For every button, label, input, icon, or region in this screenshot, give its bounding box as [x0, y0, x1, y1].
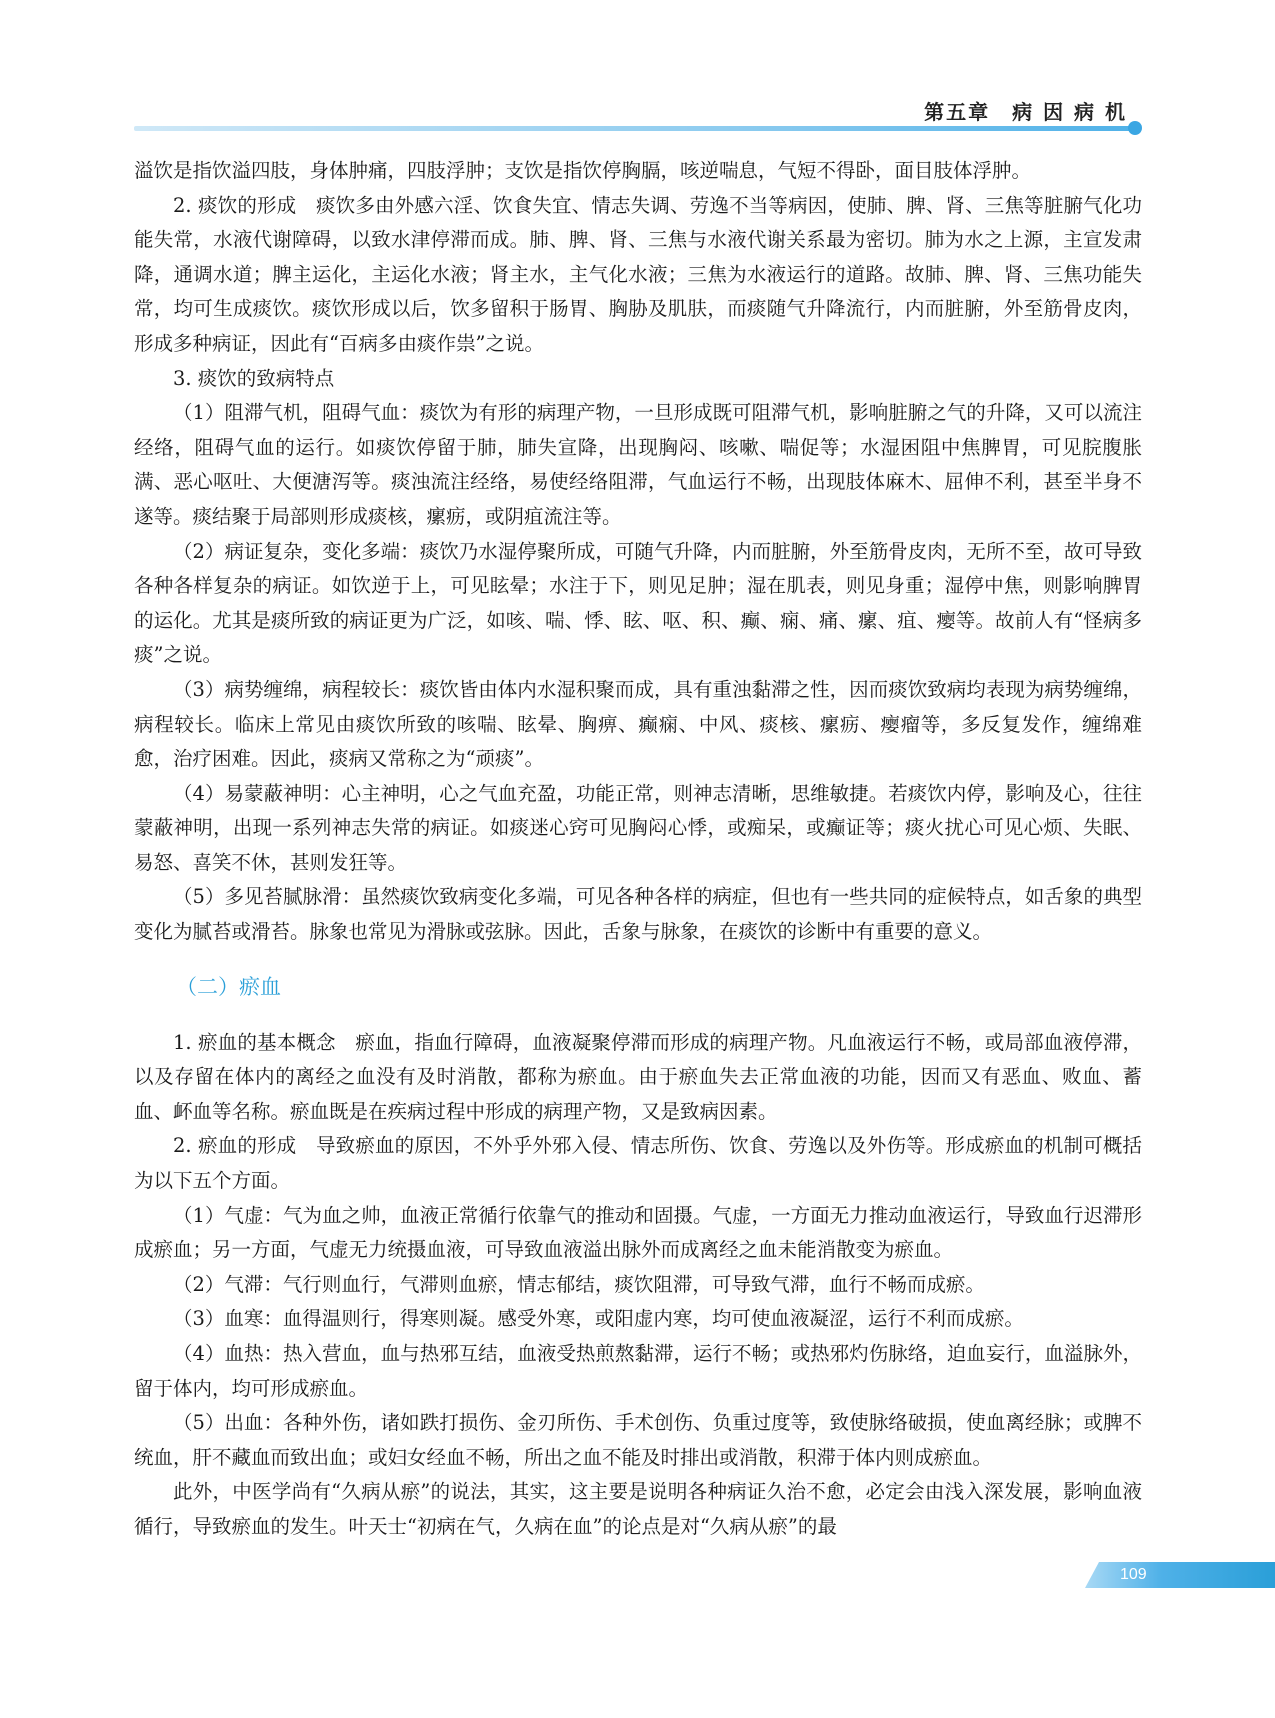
header-rule: [134, 126, 1136, 131]
paragraph: 溢饮是指饮溢四肢，身体肿痛，四肢浮肿；支饮是指饮停胸膈，咳逆喘息，气短不得卧，面目肢体浮肿。: [134, 159, 1032, 182]
paragraph: （1）阻滞气机，阻碍气血：痰饮为有形的病理产物，一旦形成既可阻滞气机，影响脏腑之气的升降，又可以流注经络，阻碍气血的运行。如痰饮停留于肺，肺失宣降，出现胸闷、咳嗽、喘促等；水湿困阻中焦脾胃，可见脘腹胀满、恶心呕吐、大便溏泻等。痰浊流注经络，易使经络阻滞，气血运行不畅，出现肢体麻木、屈伸不利，甚至半身不遂等。痰结聚于局部则形成痰核，瘰疬，或阴疽流注等。: [134, 401, 1142, 528]
paragraph: 3. 痰饮的致病特点: [173, 366, 335, 390]
paragraph: （3）病势缠绵，病程较长：痰饮皆由体内水湿积聚而成，具有重浊黏滞之性，因而痰饮致病均表现为病势缠绵，病程较长。临床上常见由痰饮所致的咳喘、眩晕、胸痹、癫痫、中风、痰核、瘰疬、瘿瘤等，多反复发作，缠绵难愈，治疗困难。因此，痰病又常称之为“顽痰”。: [134, 677, 1142, 771]
chapter-title: 第五章 病 因 病 机: [924, 100, 1127, 124]
paragraph: （1）气虚：气为血之帅，血液正常循行依靠气的推动和固摄。气虚，一方面无力推动血液运行，导致血行迟滞形成瘀血；另一方面，气虚无力统摄血液，可导致血液溢出脉外而成离经之血未能消散变为瘀血。: [134, 1203, 1142, 1262]
section-heading: （二）瘀血: [176, 974, 281, 999]
paragraph: 此外，中医学尚有“久病从瘀”的说法，其实，这主要是说明各种病证久治不愈，必定会由浅入深发展，影响血液循行，导致瘀血的发生。叶天士“初病在气，久病在血”的论点是对“久病从瘀”的最: [134, 1480, 1142, 1538]
paragraph: （4）易蒙蔽神明：心主神明，心之气血充盈，功能正常，则神志清晰，思维敏捷。若痰饮内停，影响及心，往往蒙蔽神明，出现一系列神志失常的病证。如痰迷心窍可见胸闷心悸，或痴呆，或癫证等；痰火扰心可见心烦、失眠、易怒、喜笑不休，甚则发狂等。: [134, 781, 1142, 874]
paragraph: （2）病证复杂，变化多端：痰饮乃水湿停聚所成，可随气升降，内而脏腑，外至筋骨皮肉，无所不至，故可导致各种各样复杂的病证。如饮逆于上，可见眩晕；水注于下，则见足肿；湿在肌表，则见身重；湿停中焦，则影响脾胃的运化。尤其是痰所致的病证更为广泛，如咳、喘、悸、眩、呕、积、癫、痫、痛、瘰、疽、瘿等。故前人有“怪病多痰”之说。: [134, 539, 1142, 667]
page-footer: [0, 1560, 1275, 1600]
page-number-bar: [1085, 1562, 1275, 1588]
paragraph: 2. 瘀血的形成 导致瘀血的原因，不外乎外邪入侵、情志所伤、饮食、劳逸以及外伤等。形成瘀血的机制可概括为以下五个方面。: [134, 1134, 1142, 1193]
paragraph: （3）血寒：血得温则行，得寒则凝。感受外寒，或阳虚内寒，均可使血液凝涩，运行不利而成瘀。: [173, 1307, 1024, 1331]
page-body: [134, 154, 1142, 1545]
page-number: 109: [1120, 1566, 1147, 1583]
paragraph: （4）血热：热入营血，血与热邪互结，血液受热煎熬黏滞，运行不畅；或热邪灼伤脉络，迫血妄行，血溢脉外，留于体内，均可形成瘀血。: [134, 1342, 1142, 1400]
paragraph: 2. 痰饮的形成 痰饮多由外感六淫、饮食失宜、情志失调、劳逸不当等病因，使肺、脾、肾、三焦等脏腑气化功能失常，水液代谢障碍，以致水津停滞而成。肺、脾、肾、三焦与水液代谢关系最为密切。肺为水之上源，主宣发肃降，通调水道；脾主运化，主运化水液；肾主水，主气化水液；三焦为水液运行的道路。故肺、脾、肾、三焦功能失常，均可生成痰饮。痰饮形成以后，饮多留积于肠胃、胸胁及肌肤，而痰随气升降流行，内而脏腑，外至筋骨皮肉，形成多种病证，因此有“百病多由痰作祟”之说。: [134, 193, 1142, 355]
paragraph: （2）气滞：气行则血行，气滞则血瘀，情志郁结，痰饮阻滞，可导致气滞，血行不畅而成瘀。: [173, 1272, 985, 1296]
paragraph: （5）出血：各种外伤，诸如跌打损伤、金刃所伤、手术创伤、负重过度等，致使脉络破损，使血离经脉；或脾不统血，肝不藏血而致出血；或妇女经血不畅，所出之血不能及时排出或消散，积滞于体内则成瘀血。: [134, 1411, 1142, 1469]
paragraph: （5）多见苔腻脉滑：虽然痰饮致病变化多端，可见各种各样的病症，但也有一些共同的症候特点，如舌象的典型变化为腻苔或滑苔。脉象也常见为滑脉或弦脉。因此，舌象与脉象，在痰饮的诊断中有重要的意义。: [134, 885, 1142, 944]
header-dot: [1128, 121, 1142, 135]
paragraph: 1. 瘀血的基本概念 瘀血，指血行障碍，血液凝聚停滞而形成的病理产物。凡血液运行不畅，或局部血液停滞，以及存留在体内的离经之血没有及时消散，都称为瘀血。由于瘀血失去正常血液的功能，因而又有恶血、败血、蓄血、衃血等名称。瘀血既是在疾病过程中形成的病理产物，又是致病因素。: [134, 1030, 1142, 1123]
page-header: [0, 0, 1275, 140]
